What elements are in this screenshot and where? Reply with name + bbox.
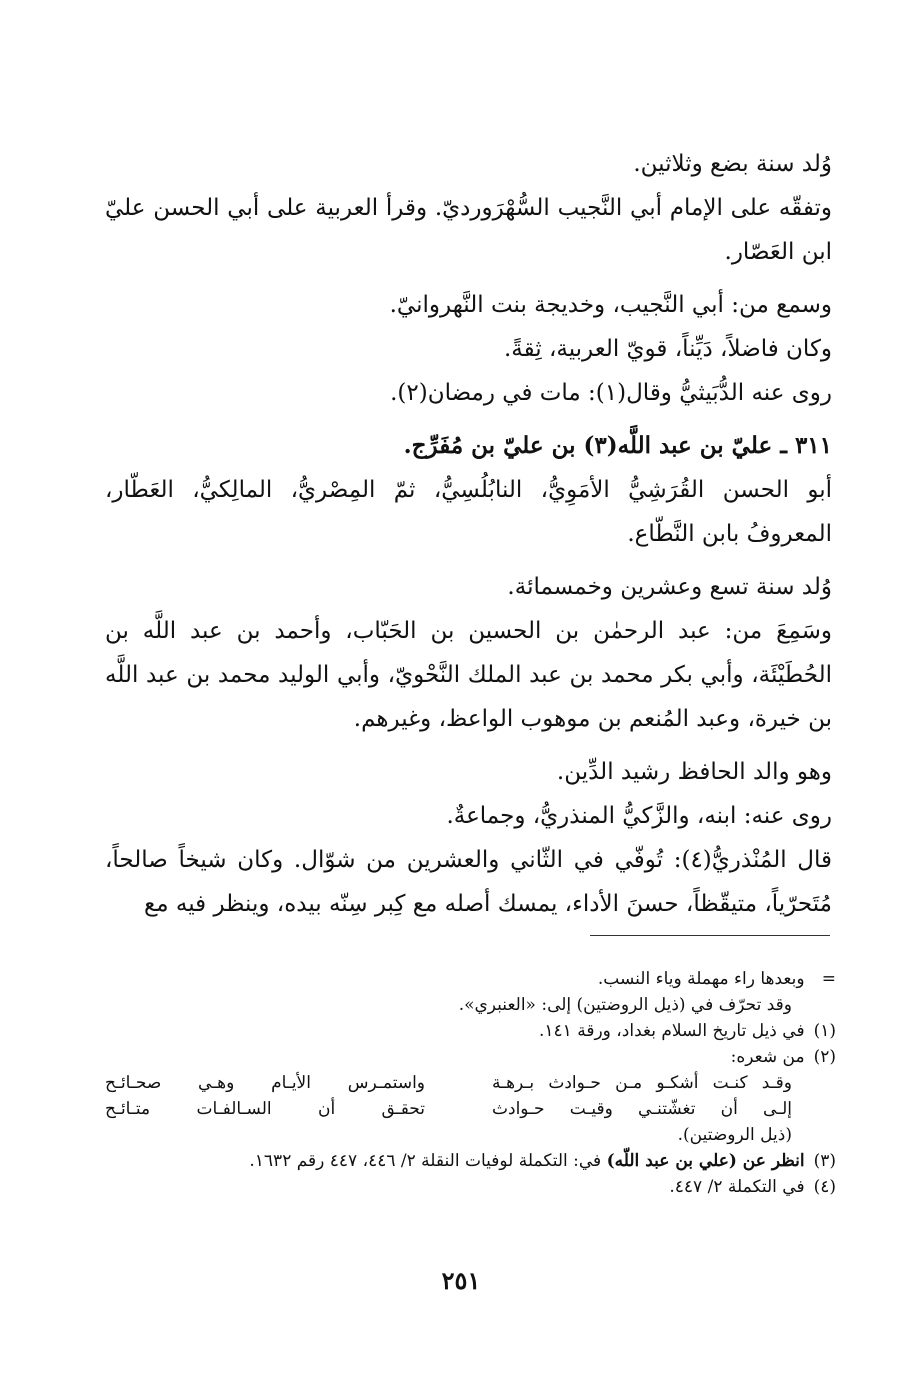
paragraph: روى عنه الدُّبَيثيُّ وقال(١): مات في رمضان(٢). (390, 380, 832, 406)
paragraph: وتفقّه على الإمام أبي النَّجيب السُّهْرَورديّ. وقرأ العربية على أبي الحسن عليّ ابن العَصّار. (105, 195, 832, 265)
footnote-text: في ذيل تاريخ السلام بغداد، ورقة ١٤١. (539, 1021, 805, 1041)
poem-source: (ذيل الروضتين). (677, 1125, 792, 1145)
poem-hemistich: إلـى أن تغشّتنـي وقيـت حـوادث (492, 1099, 792, 1119)
footnote-divider (590, 935, 830, 936)
footnote-number: (٤) (813, 1177, 836, 1197)
footnote-1 (105, 1018, 836, 1044)
footnote-number: (٣) (813, 1151, 836, 1171)
poem (105, 1070, 836, 1148)
footnote-continuation (105, 966, 836, 992)
paragraph: وكان فاضلاً، دَيِّناً، قويّ العربية، ثِقةً. (503, 336, 832, 362)
paragraph: وُلد سنة بضع وثلاثين. (633, 151, 832, 177)
footnote-text: وبعدها راء مهملة وياء النسب. (597, 969, 805, 989)
poem-line (105, 1070, 792, 1096)
footnote-text: وقد تحرّف في (ذيل الروضتين) إلى: «العنبري». (458, 995, 792, 1015)
paragraph: وُلد سنة تسع وعشرين وخمسمائة. (507, 574, 832, 600)
footnote-bold-text: انظر عن (علي بن عبد اللّه) (606, 1151, 805, 1171)
footnote-text: من شعره: (730, 1047, 805, 1067)
poem-hemistich: تحقـق أن السـالفـات متـائـح (105, 1099, 425, 1119)
footnote-4 (105, 1174, 836, 1200)
page-number: ٢٥١ (441, 1266, 481, 1295)
footnote-number: (٢) (813, 1047, 836, 1067)
entry-heading: ٣١١ ـ عليّ بن عبد اللَّه(٣) بن عليّ بن مُفَرِّج. (403, 432, 832, 459)
paragraph: أبو الحسن القُرَشِيُّ الأمَوِيُّ، النابُلُسِيُّ، ثمّ المِصْريُّ، المالِكيُّ، العَطّار، المعروفُ بابن النَّطّاع. (105, 477, 832, 547)
poem-hemistich: واستمـرس الأيـام وهـي صحـائـح (105, 1073, 425, 1093)
main-text (105, 142, 832, 926)
continuation-marker: = (821, 969, 836, 989)
footnote-text: في: التكملة لوفيات النقلة ٢/ ٤٤٦، ٤٤٧ رقم ١٦٣٢. (249, 1151, 607, 1171)
footnote-text: في التكملة ٢/ ٤٤٧. (669, 1177, 805, 1197)
footnote-number: (١) (813, 1021, 836, 1041)
footnote-3 (105, 1148, 836, 1174)
paragraph: قال المُنْذريُّ(٤): تُوفّي في الثّاني والعشرين من شوّال. وكان شيخاً صالحاً، مُتَحرّياً، متيقّظاً، حسنَ الأداء، يمسك أصله مع كِبر سِنّه بيده، وينظر فيه مع (105, 847, 832, 917)
paragraph: روى عنه: ابنه، والزَّكيُّ المنذريُّ، وجماعةٌ. (446, 803, 832, 829)
poem-line (105, 1096, 792, 1122)
footnotes (105, 966, 836, 1200)
paragraph: وسَمِعَ من: عبد الرحمٰن بن الحسين بن الحَبّاب، وأحمد بن عبد اللَّه بن الحُطَيْئَة، وأبي بكر محمد بن عبد الملك النَّحْويّ، وأبي الوليد محمد بن عبد اللَّه بن خيرة، وعبد المُنعم بن موهوب الواعظ، وغيرهم. (105, 618, 832, 732)
paragraph: وهو والد الحافظ رشيد الدِّين. (556, 759, 832, 785)
poem-hemistich: وقـد كنـت أشكـو مـن حـوادث بـرهـة (492, 1073, 792, 1093)
footnote-2 (105, 1044, 836, 1070)
paragraph: وسمع من: أبي النَّجيب، وخديجة بنت النَّهروانيّ. (389, 292, 832, 318)
